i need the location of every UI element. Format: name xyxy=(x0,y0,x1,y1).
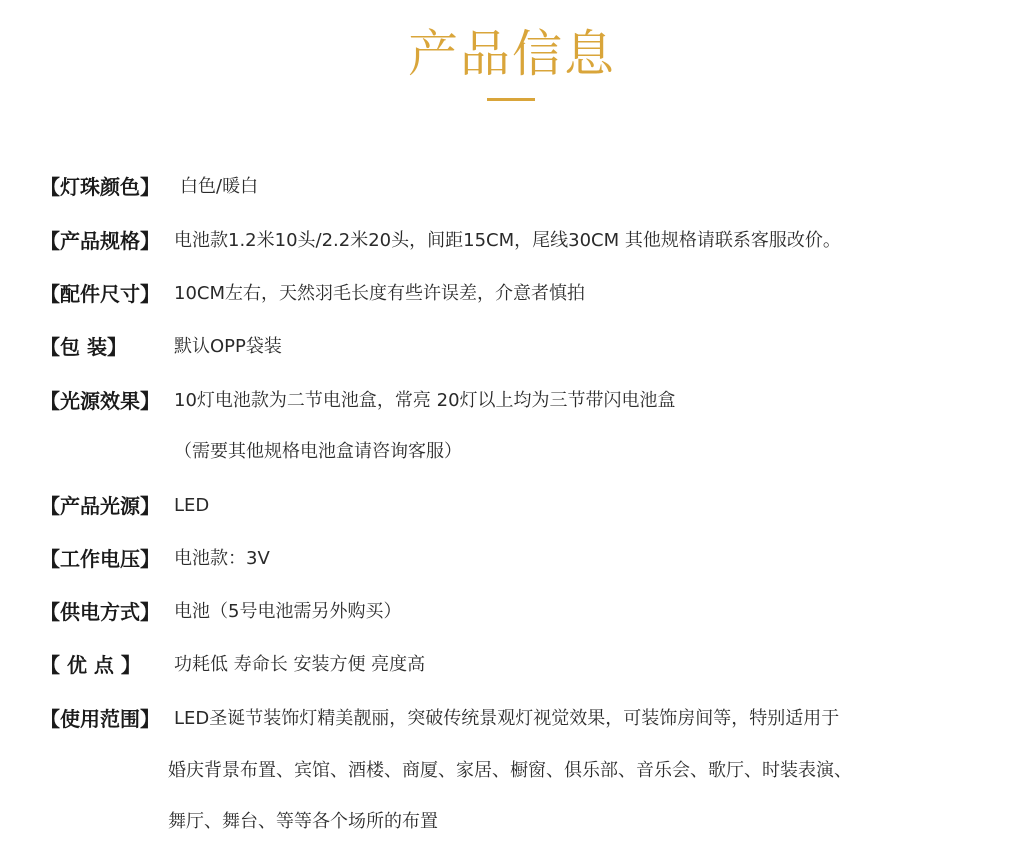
spec-value: 电池款：3V xyxy=(174,548,270,569)
spec-value: 婚庆背景布置、宾馆、酒楼、商厦、家居、橱窗、俱乐部、音乐会、歌厅、时装表演、 xyxy=(168,760,852,781)
spec-label: 【供电方式】 xyxy=(40,600,160,624)
spec-label: 【产品规格】 xyxy=(40,229,160,253)
page-title: 产品信息 xyxy=(408,25,616,83)
spec-label: 【产品光源】 xyxy=(40,494,160,518)
spec-label: 【使用范围】 xyxy=(40,707,160,731)
spec-value: LED圣诞节装饰灯精美靓丽，突破传统景观灯视觉效果，可装饰房间等，特别适用于 xyxy=(174,708,840,729)
spec-value: LED xyxy=(174,495,210,516)
spec-label: 【配件尺寸】 xyxy=(40,282,160,306)
spec-value: 10CM左右，天然羽毛长度有些许误差，介意者慎拍 xyxy=(174,283,586,304)
spec-label: 【光源效果】 xyxy=(40,389,160,413)
spec-value: 白色/暖白 xyxy=(180,176,259,197)
spec-value: 舞厅、舞台、等等各个场所的布置 xyxy=(168,811,438,832)
spec-label: 【 优 点 】 xyxy=(40,653,141,677)
spec-value: 10灯电池款为二节电池盒，常亮 20灯以上均为三节带闪电池盒 xyxy=(174,390,676,411)
title-underline xyxy=(487,98,535,101)
spec-label: 【包 装】 xyxy=(40,335,127,359)
spec-label: 【工作电压】 xyxy=(40,547,160,571)
spec-value: 默认OPP袋装 xyxy=(174,336,282,357)
spec-label: 【灯珠颜色】 xyxy=(40,175,160,199)
spec-value: 功耗低 寿命长 安装方便 亮度高 xyxy=(174,654,426,675)
spec-value: 电池款1.2米10头/2.2米20头，间距15CM，尾线30CM 其他规格请联系客服改价。 xyxy=(174,230,841,251)
spec-value: （需要其他规格电池盒请咨询客服） xyxy=(174,441,462,462)
spec-value: 电池（5号电池需另外购买） xyxy=(174,601,402,622)
